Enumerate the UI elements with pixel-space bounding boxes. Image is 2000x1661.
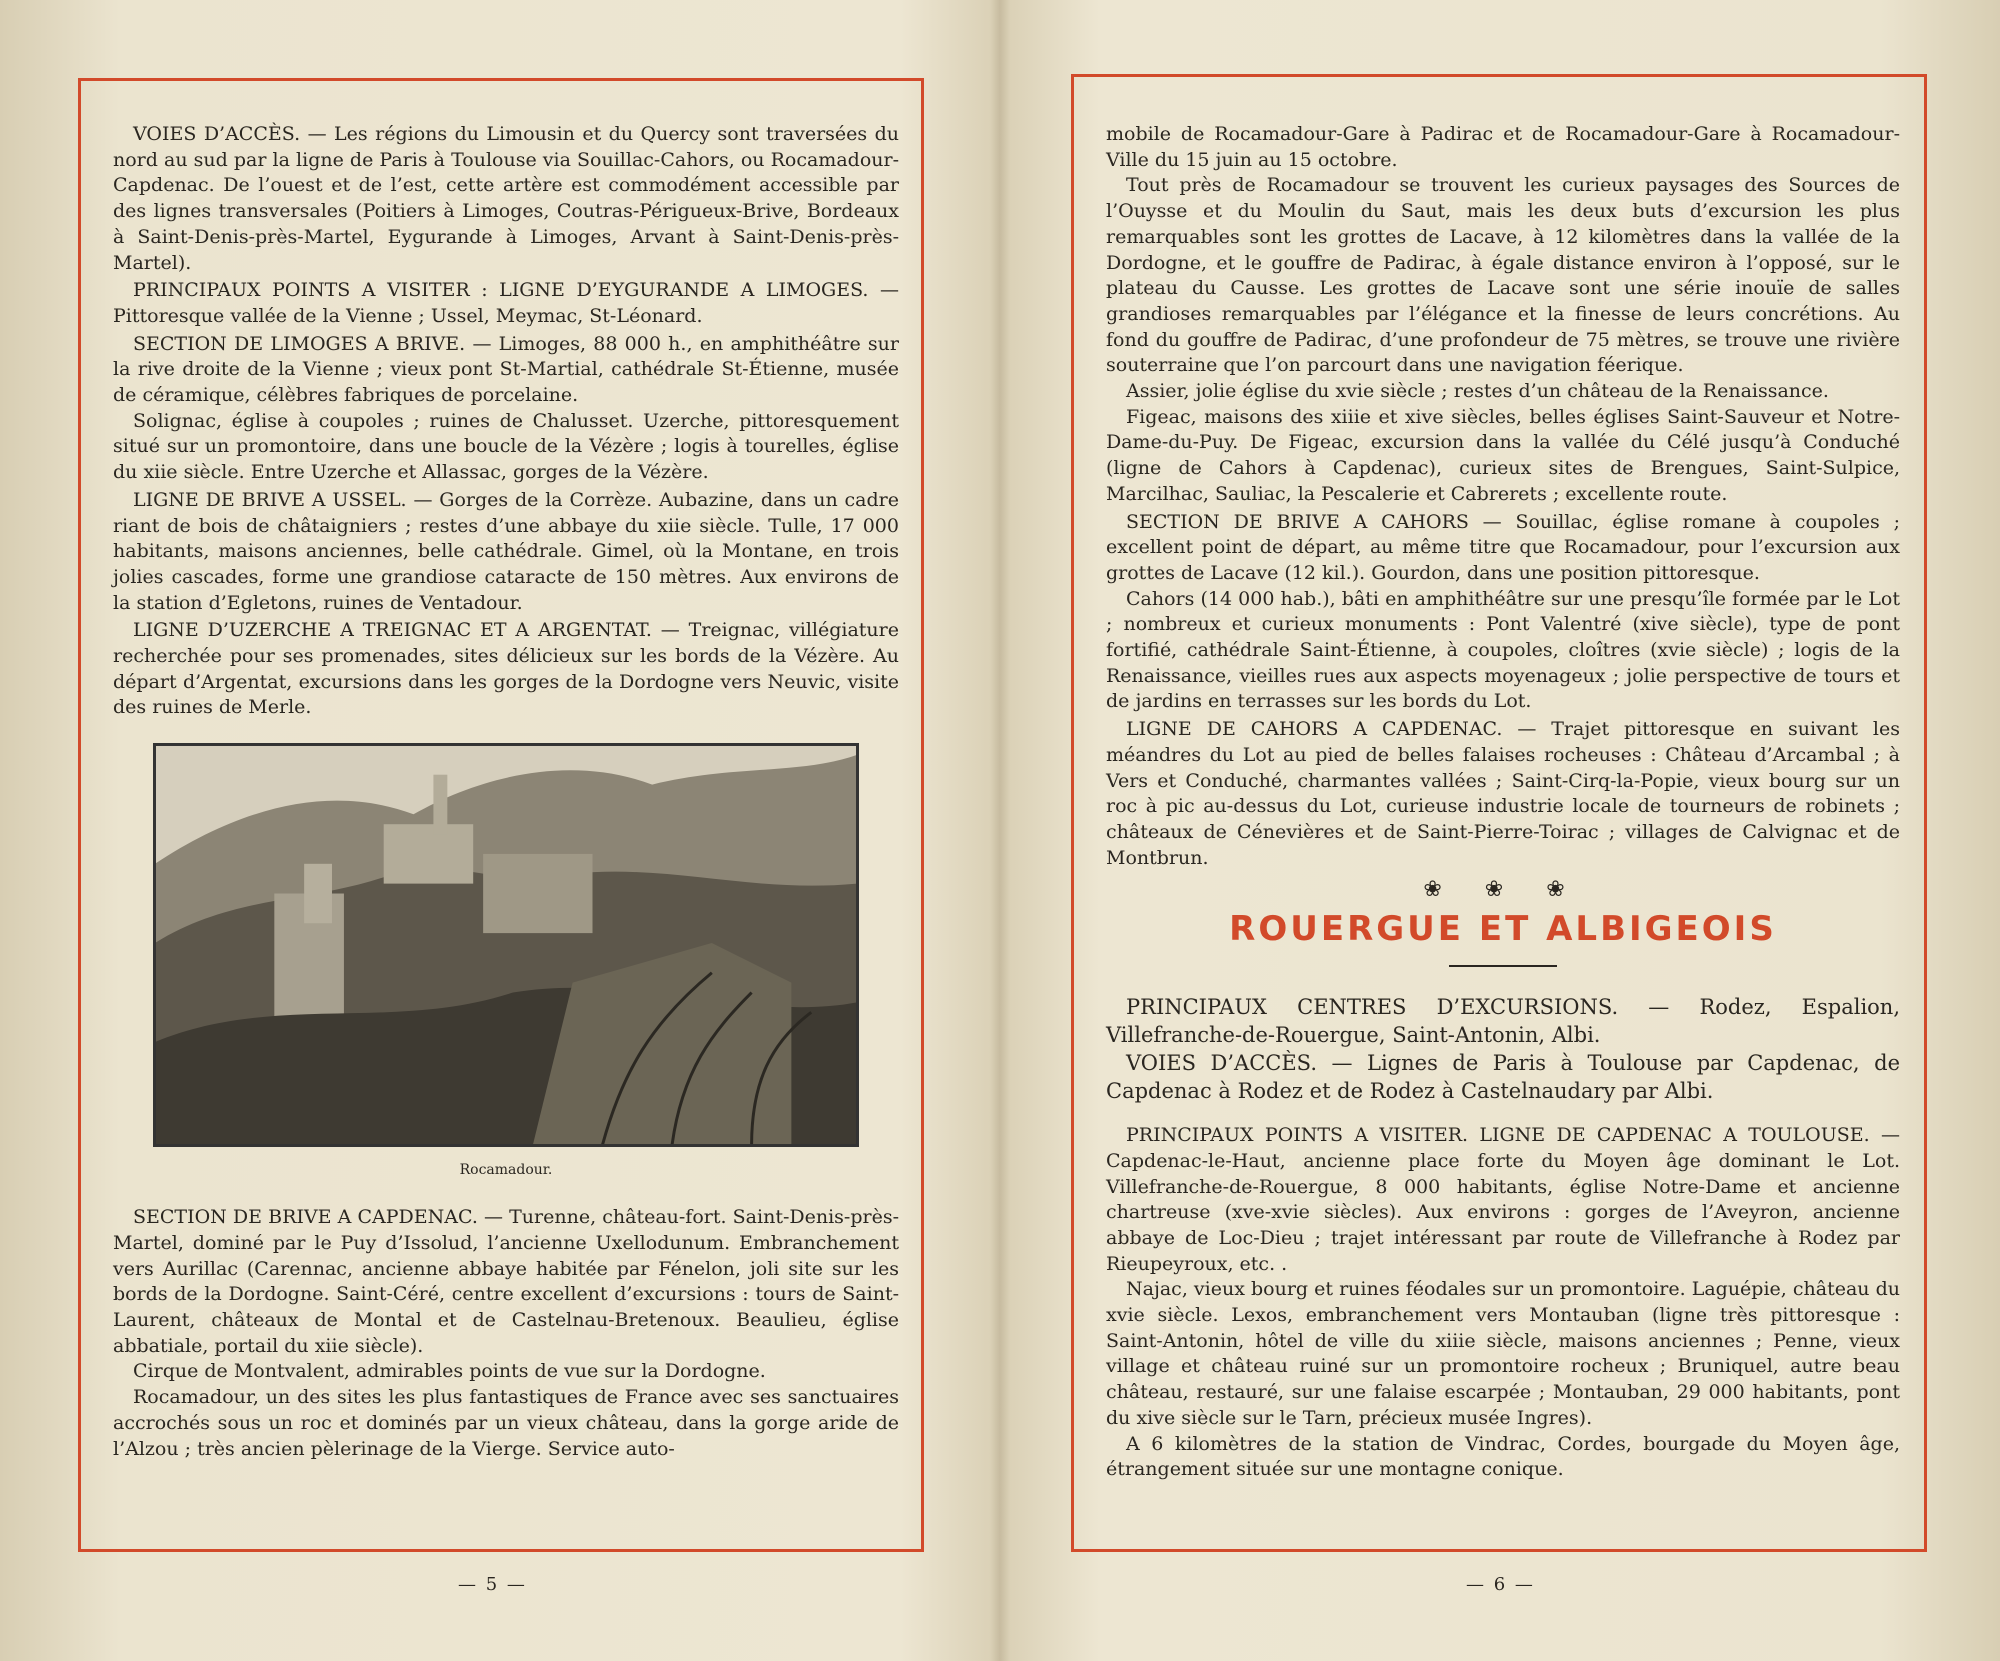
center-fold xyxy=(990,0,1010,1661)
figure-caption: Rocamadour. xyxy=(459,1162,553,1179)
rocamadour-engraving xyxy=(153,743,859,1147)
paragraph-cahors: Cahors (14 000 hab.), bâti en amphithéâtre sur une presqu’île formée par le Lot ; nombreux et curieux monuments : Pont Valentré (xive siècle), type de pont fortifié, cathédrale Saint-Étienne, à coupoles, cloîtres (xvie siècle) ; logis de la Renaissance, vieilles rues aux aspects moyenageux ; jolie perspective de tours et de jardins en terrasses sur les bords du Lot. xyxy=(1106,587,1900,713)
paragraph-lacave-padirac: Tout près de Rocamadour se trouvent les curieux paysages des Sources de l’Ouysse et du Moulin du Saut, mais les deux buts d’excursion les plus remarquables sont les grottes de Lacave, à 12 kilomètres dans la vallée de la Dordogne, et le gouffre de Padirac, à égale distance environ à l’opposé, sur le plateau du Causse. Les grottes de Lacave sont une série inouïe de salles grandioses remarquables par l’élégance et la finesse de leurs concrétions. Au fond du gouffre de Padirac, d’une profondeur de 75 mètres, se trouve une rivière souterraine que l’on parcourt dans une navigation féerique. xyxy=(1106,174,1900,377)
paragraph-capdenac-toulouse: PRINCIPAUX POINTS A VISITER. LIGNE DE CAPDENAC A TOULOUSE. — Capdenac-le-Haut, ancienne place forte du Moyen âge dominant le Lot. Villefranche-de-Rouergue, 8 000 habitants, église Notre-Dame et ancienne chartreuse (xve-xvie siècles). Aux environs : gorges de l’Aveyron, ancienne abbaye de Loc-Dieu ; trajet intéressant par route de Villefranche à Rodez par Rieupeyroux, etc. . xyxy=(1106,1124,1900,1275)
paragraph-cordes: A 6 kilomètres de la station de Vindrac, Cordes, bourgade du Moyen âge, étrangement située sur une montagne conique. xyxy=(1106,1432,1900,1481)
paragraph-service-auto: mobile de Rocamadour-Gare à Padirac et de Rocamadour-Gare à Rocamadour-Ville du 15 juin au 15 octobre. xyxy=(1106,123,1900,171)
paragraph-voies-acces-rouergue: VOIES D’ACCÈS. — Lignes de Paris à Toulouse par Capdenac, de Capdenac à Rodez et de Rodez à Castelnaudary par Albi. xyxy=(1106,1051,1900,1104)
paragraph-eygurande-limoges: PRINCIPAUX POINTS A VISITER : LIGNE D’EYGURANDE A LIMOGES. — Pittoresque vallée de la Vienne ; Ussel, Meymac, St-Léonard. xyxy=(113,279,899,327)
paragraph-rocamadour: Rocamadour, un des sites les plus fantastiques de France avec ses sanctuaires accrochés sous un roc et dominés par un vieux château, dans la gorge aride de l’Alzou ; très ancien pèlerinage de la Vierge. Service auto- xyxy=(113,1386,899,1460)
right-page-text xyxy=(1106,122,1900,1483)
paragraph-brive-ussel: LIGNE DE BRIVE A USSEL. — Gorges de la Corrèze. Aubazine, dans un cadre riant de bois de châtaigniers ; restes d’une abbaye du xiie siècle. Tulle, 17 000 habitants, maisons anciennes, belle cathédrale. Gimel, où la Montane, en trois jolies cascades, forme une grandiose cataracte de 150 mètres. Aux environs de la station d’Egletons, ruines de Ventadour. xyxy=(113,488,899,614)
section-title: ROUERGUE ET ALBIGEOIS xyxy=(1229,909,1777,950)
albigeois-intro xyxy=(1106,993,1900,1105)
title-rule xyxy=(1449,965,1557,967)
paragraph-uzerche-treignac: LIGNE D’UZERCHE A TREIGNAC ET A ARGENTAT. — Treignac, villégiature recherchée pour ses promenades, sites délicieux sur les bords de la Vézère. Au départ d’Argentat, excursions dans les gorges de la Dordogne vers Neuvic, visite des ruines de Merle. xyxy=(113,619,899,719)
paragraph-montvalent: Cirque de Montvalent, admirables points de vue sur la Dordogne. xyxy=(133,1360,766,1383)
paragraph-voies-acces: VOIES D’ACCÈS. — Les régions du Limousin et du Quercy sont traversées du nord au sud par la ligne de Paris à Toulouse via Souillac-Cahors, ou Rocamadour-Capdenac. De l’ouest et de l’est, cette artère est commodément accessible par des lignes transversales (Poitiers à Limoges, Coutras-Périgueux-Brive, Bordeaux à Saint-Denis-près-Martel, Eygurande à Limoges, Arvant à Saint-Denis-près-Martel). xyxy=(113,123,899,274)
paragraph-assier: Assier, jolie église du xvie siècle ; restes d’un château de la Renaissance. xyxy=(1126,380,1829,403)
paragraph-najac: Najac, vieux bourg et ruines féodales sur un promontoire. Laguépie, château du xvie siècle. Lexos, embranchement vers Montauban (ligne très pittoresque : Saint-Antonin, hôtel de ville du xiiie siècle, maisons anciennes ; Penne, vieux village et château ruiné sur un promontoire rocheux ; Bruniquel, autre beau château, restauré, sur une falaise escarpée ; Montauban, 29 000 habitants, pont du xive siècle sur le Tarn, précieux musée Ingres). xyxy=(1106,1278,1900,1429)
page-number-left: — 5 — xyxy=(458,1574,527,1595)
paragraph-figeac: Figeac, maisons des xiiie et xive siècles, belles églises Saint-Sauveur et Notre-Dame-du-Puy. De Figeac, excursion dans la vallée du Célé jusqu’à Conduché (ligne de Cahors à Capdenac), curieux sites de Brengues, Saint-Sulpice, Marcilhac, Sauliac, la Pescalerie et Cabrerets ; excellente route. xyxy=(1106,405,1900,505)
paragraph-brive-cahors: SECTION DE BRIVE A CAHORS — Souillac, église romane à coupoles ; excellent point de départ, au même titre que Rocamadour, pour l’excursion aux grottes de Lacave (12 kil.). Gourdon, dans une position pittoresque. xyxy=(1106,510,1900,584)
paragraph-limoges-brive: SECTION DE LIMOGES A BRIVE. — Limoges, 88 000 h., en amphithéâtre sur la rive droite de la Vienne ; vieux pont St-Martial, cathédrale St-Étienne, musée de céramique, célèbres fabriques de porcelaine. xyxy=(113,332,899,407)
left-page-text xyxy=(113,122,899,1462)
rocamadour-figure xyxy=(151,743,861,1179)
paragraph-cahors-capdenac: LIGNE DE CAHORS A CAPDENAC. — Trajet pittoresque en suivant les méandres du Lot au pied de belles falaises rocheuses : Château d’Arcambal ; à Vers et Conduché, charmantes vallées ; Saint-Cirq-la-Popie, vieux bourg sur un roc à pic au-dessus du Lot, curieuse industrie locale de tourneurs de robinets ; châteaux de Cénevières et de Saint-Pierre-Toirac ; villages de Calvignac et de Montbrun. xyxy=(1106,718,1900,869)
paragraph-centres-excursions: PRINCIPAUX CENTRES D’EXCURSIONS. — Rodez, Espalion, Villefranche-de-Rouergue, Saint-Antonin, Albi. xyxy=(1106,995,1900,1048)
page-number-right: — 6 — xyxy=(1466,1574,1535,1595)
ornament-flourish: ❀ ❀ ❀ xyxy=(1423,877,1583,903)
paragraph-brive-capdenac: SECTION DE BRIVE A CAPDENAC. — Turenne, château-fort. Saint-Denis-près-Martel, dominé par le Puy d’Issolud, l’ancienne Uxellodunum. Embranchement vers Aurillac (Carennac, ancienne abbaye habitée par Fénelon, joli site sur les bords de la Dordogne. Saint-Céré, centre excellent d’excursions : tours de Saint-Laurent, châteaux de Montal et de Castelnau-Bretenoux. Beaulieu, église abbatiale, portail du xiie siècle). xyxy=(113,1206,899,1357)
paragraph-solignac: Solignac, église à coupoles ; ruines de Chalusset. Uzerche, pittoresquement situé sur un promontoire, dans une boucle de la Vézère ; logis à tourelles, église du xiie siècle. Entre Uzerche et Allassac, gorges de la Vézère. xyxy=(113,409,899,484)
